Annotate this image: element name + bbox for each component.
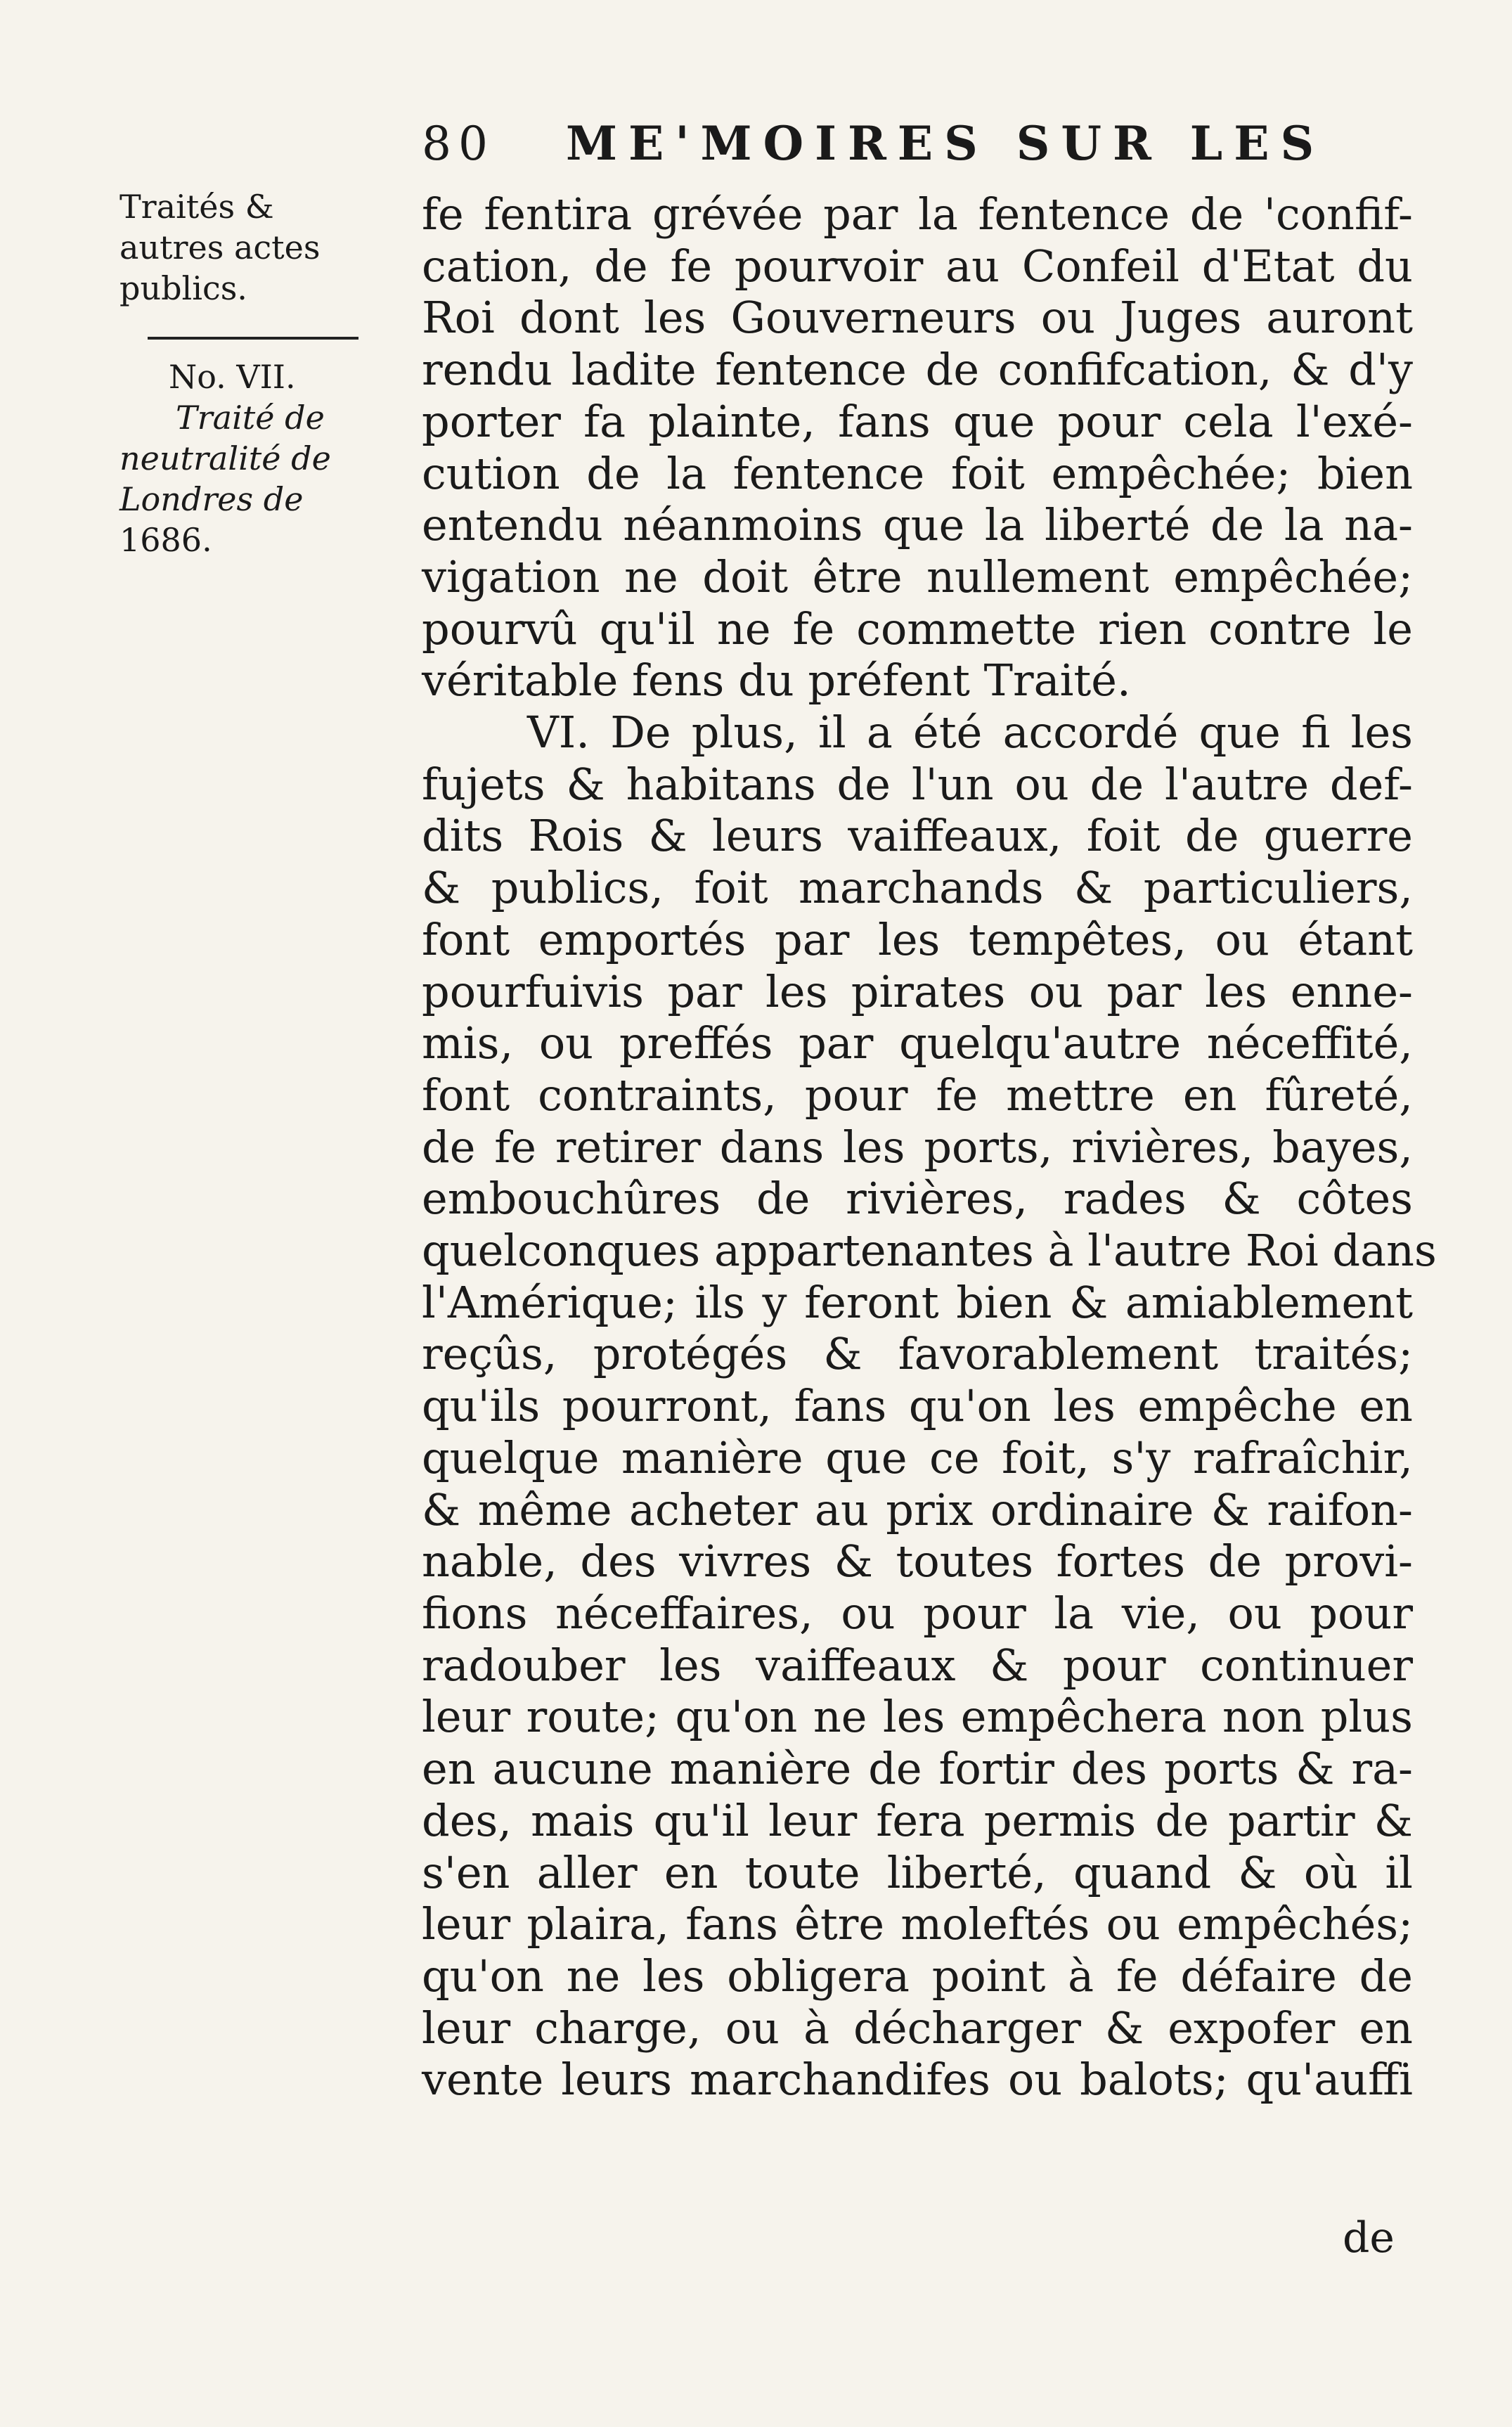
text-line: l'Amérique; ils y feront bien & amiablement <box>422 1276 1413 1328</box>
text-line: s'en aller en toute liberté, quand & où il <box>422 1846 1413 1898</box>
text-line: leur plaira, fans être moleftés ou empêchés; <box>422 1898 1413 1950</box>
text-line: entendu néanmoins que la liberté de la na- <box>422 499 1413 551</box>
text-line: en aucune manière de fortir des ports & ra- <box>422 1743 1413 1795</box>
text-line: cation, de fe pourvoir au Confeil d'Etat du <box>422 240 1413 292</box>
text-line: dits Rois & leurs vaiffeaux, foit de guerre <box>422 810 1413 862</box>
text-line: leur charge, ou à décharger & expofer en <box>422 2002 1413 2054</box>
text-line: reçûs, protégés & favorablement traités; <box>422 1328 1413 1380</box>
margin-note: neutralité de <box>119 439 331 477</box>
text-line: quelque manière que ce foit, s'y rafraîchir, <box>422 1431 1413 1483</box>
text-line: Roi dont les Gouverneurs ou Juges auront <box>422 292 1413 344</box>
text-line: nable, des vivres & toutes fortes de provi- <box>422 1536 1413 1588</box>
text-line: leur route; qu'on ne les empêchera non plus <box>422 1691 1413 1743</box>
text-line: mis, ou preffés par quelqu'autre néceffité, <box>422 1017 1413 1069</box>
text-line: de fe retirer dans les ports, rivières, bayes, <box>422 1121 1413 1173</box>
text-line: qu'on ne les obligera point à fe défaire de <box>422 1950 1413 2002</box>
text-line: rendu ladite fentence de confifcation, & d'y <box>422 344 1413 396</box>
text-line: pourvû qu'il ne fe commette rien contre le <box>422 603 1413 655</box>
margin-note: Traités & <box>119 188 274 226</box>
running-title: ME'MOIRES SUR LES <box>565 116 1326 171</box>
body-text <box>422 188 1437 2106</box>
margin-note: Londres de <box>119 480 304 518</box>
running-header <box>422 116 1420 171</box>
text-line: font emportés par les tempêtes, ou étant <box>422 913 1413 965</box>
text-line: embouchûres de rivières, rades & côtes <box>422 1173 1413 1225</box>
text-line: & publics, foit marchands & particuliers, <box>422 862 1413 914</box>
margin-note: Traité de <box>176 399 325 437</box>
text-line: des, mais qu'il leur fera permis de partir & <box>422 1794 1413 1846</box>
text-line: fions néceffaires, ou pour la vie, ou pour <box>422 1587 1413 1639</box>
text-line: pourfuivis par les pirates ou par les enne- <box>422 965 1413 1017</box>
text-line: radouber les vaiffeaux & pour continuer <box>422 1639 1413 1691</box>
margin-note: publics. <box>119 269 247 307</box>
text-line: font contraints, pour fe mettre en fûreté, <box>422 1069 1413 1121</box>
margin-notes <box>119 186 436 560</box>
text-line: fe fentira grévée par la fentence de 'confif- <box>422 188 1413 240</box>
text-line: vigation ne doit être nullement empêchée; <box>422 551 1413 603</box>
paragraph-start: VI. De plus, il a été accordé que fi les <box>527 707 1413 759</box>
text-line: qu'ils pourront, fans qu'on les empêche en <box>422 1380 1413 1432</box>
margin-note: 1686. <box>119 521 212 559</box>
text-line: vente leurs marchandifes ou balots; qu'auffi <box>422 2054 1413 2106</box>
text-line: véritable fens du préfent Traité. <box>422 655 1131 707</box>
text-line: cution de la fentence foit empêchée; bien <box>422 447 1413 499</box>
margin-note: autres actes <box>119 228 321 266</box>
margin-note-number: No. VII. <box>169 358 296 396</box>
text-line: porter fa plainte, fans que pour cela l'exé- <box>422 395 1413 447</box>
text-line: & même acheter au prix ordinaire & raifon- <box>422 1483 1413 1536</box>
text-line: quelconques appartenantes à l'autre Roi dans <box>422 1225 1437 1277</box>
catchword: de <box>1343 2213 1395 2262</box>
text-line: fujets & habitans de l'un ou de l'autre def- <box>422 758 1413 810</box>
margin-rule <box>148 337 358 340</box>
page-number: 80 <box>422 117 495 171</box>
